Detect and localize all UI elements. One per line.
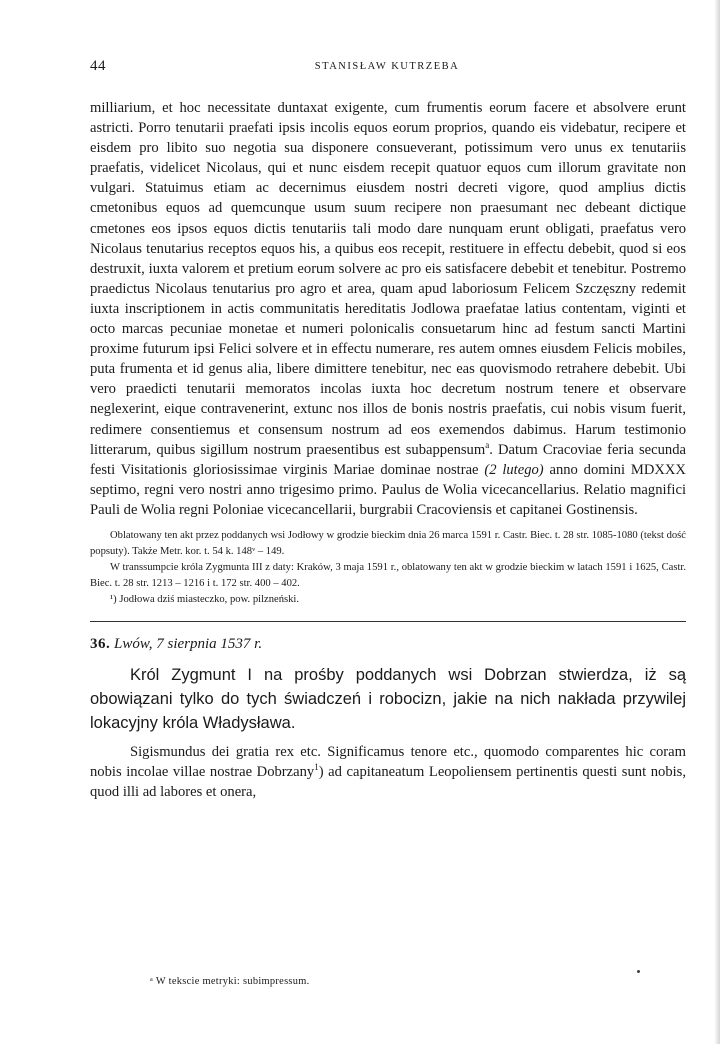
page-body xyxy=(90,98,686,802)
section-divider xyxy=(90,621,686,622)
page-edge-shadow xyxy=(714,0,720,1044)
note-transsumpt: W transsumpcie króla Zygmunta III z daty: Kraków, 3 maja 1591 r., oblatowany ten akt w grodzie bieckim w latach 1591 i 1625, Castr. Biec. t. 28 str. 1213 – 1216 i t. 172 str. 400 – 402. xyxy=(90,561,686,589)
document-date: Lwów, 7 sierpnia 1537 r. xyxy=(114,635,263,652)
note-jodlowa: ¹) Jodłowa dziś miasteczko, pow. pilzneński. xyxy=(110,593,300,605)
footnote-a: ᵃ W tekscie metryki: subimpressum. xyxy=(150,976,310,987)
footnote-marker-a: a xyxy=(485,439,490,450)
main-text-part-1: milliarium, et hoc necessitate duntaxat exigente, cum frumentis eorum facere et absolvere erunt astricti. Porro tenutarii praefati ipsis incolis equos eorum proprios, quando eis videbatur, recipere et eisdem pro libito suo negotia sua disponere consueverant, potissimum vero unus ex tenutariis praefatis, videlicet Nicolaus, qui et nunc eisdem recepit quatuor equos cum illorum gravitate non vulgari. Statuimus etiam ac decernimus eiusdem nostri decreti vigore, quod amplius dictis cmetonibus equos ad quemcunque usum suum recipere non praesumant nec debeant dictique cmetones eos ipsos equos dictis tenutariis tali modo dare nunquam erunt obligati, praefatus vero Nicolaus tenutarius receptos equos his, a quibus eos recepit, restituere in effectu debebit, quod si eos destruxit, iuxta valorem et pretium eorum solvere ac pro eis satisfacere debebit et tenebitur. Postremo praedictus Nicolaus tenutarius pro agro et area, quam apud laboriosum Felicem Szczęszny redemit iuxta inscriptionem in actis communitatis hereditatis Jodlowa praefatae latius contentam, viginti et octo marcas pecuniae monetae et numeri polonicalis consuetarum hinc ad festum sancti Martini proxime futurum ipsi Felici solvere et in effectu numerare, res autem omnes eiusdem Felicis mobiles, puta frumenta et id genus alia, libere dimittere tenebitur, nec eas quovismodo retrahere debebit. Ubi vero praedicti tenutarii memoratos incolas iuxta hoc decretum nostrum tenere et observare neglexerint, eique contravenerint, extunc nos illos de bonis nostris praefatis, cui nobis visum fuerit, redimere consentiemus et consensum nostrum ad eos exemendos dabimus. Harum testimonio litterarum, quibus sigillum nostrum praesentibus est subappensum xyxy=(90,100,686,458)
document-text xyxy=(90,742,686,802)
document-text-part-1: Sigismundus dei gratia rex etc. Significamus tenore etc., quomodo comparentes hic coram nobis incolae villae nostrae Dobrzany xyxy=(90,743,686,781)
document-heading xyxy=(90,636,686,653)
document-summary: Król Zygmunt I na prośby poddanych wsi Dobrzan stwierdza, iż są obowiązani tylko do tych świadczeń i robocizn, jakie na nich nakłada przywilej lokacyjny króla Władysława. xyxy=(90,665,686,732)
note-oblata: Oblatowany ten akt przez poddanych wsi Jodłowy w grodzie bieckim dnia 26 marca 1591 r. Castr. Biec. t. 28 str. 1085-1080 (tekst dość popsuty). Także Metr. kor. t. 54 k. 148ᵛ – 149. xyxy=(90,529,686,557)
document-text-part-2: ) ad capitaneatum Leopoliensem pertinentis questi sunt nobis, quod illi ad labores et onera, xyxy=(90,764,686,801)
page-header xyxy=(90,58,684,80)
editorial-notes xyxy=(90,528,686,608)
footnote-marker-1: 1 xyxy=(314,762,319,773)
page-number: 44 xyxy=(90,58,106,74)
ink-speck xyxy=(637,970,640,973)
running-head: STANISŁAW KUTRZEBA xyxy=(314,61,460,72)
main-text-part-3: anno domini MDXXX septimo, regni vero nostri anno trigesimo primo. Paulus de Wolia vicecancellarius. Relatio magnifici Pauli de Wolia regni Poloniae vicecancellarii, burgrabii Cracoviensis et capitanei Gostinensis. xyxy=(90,461,686,518)
document-number: 36. xyxy=(90,635,111,652)
main-paragraph xyxy=(90,98,686,520)
date-gloss: (2 lutego) xyxy=(484,461,544,478)
main-text-part-2: . Datum Cracoviae feria secunda festi Visitationis gloriosissimae virginis Mariae dominae nostrae xyxy=(90,441,686,478)
